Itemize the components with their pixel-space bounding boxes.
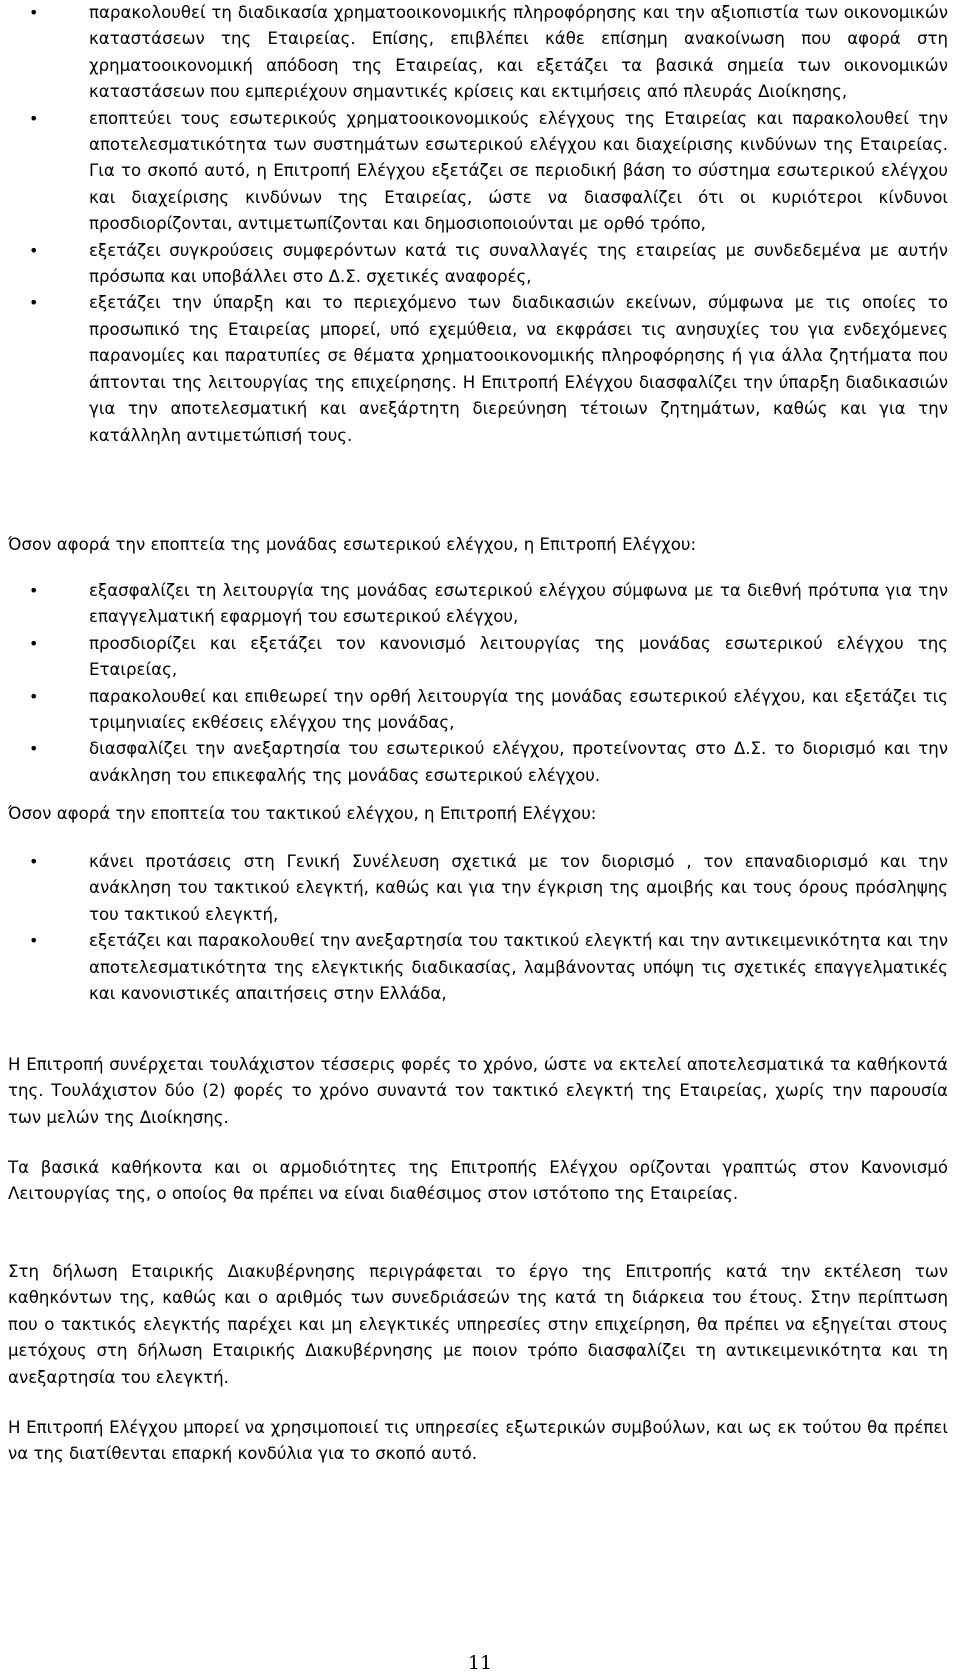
list-item: • εξετάζει την ύπαρξη και το περιεχόμενο των διαδικασιών εκείνων, σύμφωνα με τις οποίες το προσωπικό της Εταιρείας μπορεί, υπό εχεμύθεια, να εκφράσει τις ανησυχίες του για ενδεχόμενες παρανομίες και παρατυπίες σε θέματα χρηματοοικονομικής πληροφόρησης ή για άλλα ζητήματα που άπτονται της λειτουργίας της επιχείρησης. Η Επιτροπή Ελέγχου διασφαλίζει την ύπαρξη διαδικασιών για την αποτελεσματική και ανεξάρτητη διερεύνηση τέτοιων ζητημάτων, καθώς και για την κατάλληλη αντιμετώπισή τους.: [8, 290, 952, 448]
list-item: • εποπτεύει τους εσωτερικούς χρηματοοικονομικούς ελέγχους της Εταιρείας και παρακολουθεί την αποτελεσματικότητα των συστημάτων εσωτερικού ελέγχου και διαχείρισης κινδύνων της Εταιρείας. Για το σκοπό αυτό, η Επιτροπή Ελέγχου εξετάζει σε περιοδική βάση το σύστημα εσωτερικού ελέγχου και διαχείρισης κινδύνων της Εταιρείας, ώστε να διασφαλίζει ότι οι κυριότεροι κίνδυνοι προσδιορίζονται, αντιμετωπίζονται και δημοσιοποιούνται με ορθό τρόπο,: [8, 106, 952, 238]
bullet-icon: •: [29, 852, 39, 871]
bullet-icon: •: [29, 108, 39, 128]
bullet-icon: •: [29, 240, 39, 260]
paragraph-charter: Τα βασικά καθήκοντα και οι αρμοδιότητες της Επιτροπής Ελέγχου ορίζονται γραπτώς στον Κανονισμό Λειτουργίας της, ο οποίος θα πρέπει να είναι διαθέσιμος στον ιστότοπο της Εταιρείας.: [8, 1158, 948, 1204]
list-item: • προσδιορίζει και εξετάζει τον κανονισμό λειτουργίας της μονάδας εσωτερικού ελέγχου της Εταιρείας,: [8, 631, 952, 684]
bullet-icon: •: [29, 3, 39, 22]
list-item: • εξετάζει και παρακολουθεί την ανεξαρτησία του τακτικού ελεγκτή και την αντικειμενικότητα και την αποτελεσματικότητα της ελεγκτικής διαδικασίας, λαμβάνοντας υπόψη τις σχετικές επαγγελματικές και κανονιστικές απαιτήσεις στην Ελλάδα,: [8, 928, 952, 1007]
list-item: • παρακολουθεί και επιθεωρεί την ορθή λειτουργία της μονάδας εσωτερικού ελέγχου, και εξετάζει τις τριμηνιαίες εκθέσεις ελέγχου της μονάδας,: [8, 684, 952, 737]
bullet-icon: •: [29, 581, 39, 600]
paragraph-meetings: Η Επιτροπή συνέρχεται τουλάχιστον τέσσερις φορές το χρόνο, ώστε να εκτελεί αποτελεσματικά τα καθήκοντά της. Τουλάχιστον δύο (2) φορές το χρόνο συναντά τον τακτικό ελεγκτή της Εταιρείας, χωρίς την παρουσία των μελών της Διοίκησης.: [8, 1055, 948, 1127]
paragraph-governance-statement: Στη δήλωση Εταιρικής Διακυβέρνησης περιγράφεται το έργο της Επιτροπής κατά την εκτέλεση των καθηκόντων της, καθώς και ο αριθμός των συνεδριάσεών της κατά τη διάρκεια του έτους. Στην περίπτωση που ο τακτικός ελεγκτής παρέχει και μη ελεγκτικές υπηρεσίες στην επιχείρηση, θα πρέπει να εξηγείται στους μετόχους στη δήλωση Εταιρικής Διακυβέρνησης με ποιον τρόπο διασφαλίζει τη αντικειμενικότητα και τη ανεξαρτησία του ελεγκτή.: [8, 1262, 948, 1387]
list-item: • εξασφαλίζει τη λειτουργία της μονάδας εσωτερικού ελέγχου σύμφωνα με τα διεθνή πρότυπα για την επαγγελματική εφαρμογή του εσωτερικού ελέγχου,: [8, 578, 952, 631]
internal-audit-intro: Όσον αφορά την εποπτεία της μονάδας εσωτερικού ελέγχου, η Επιτροπή Ελέγχου:: [8, 535, 697, 554]
bullet-list-responsibilities: [8, 0, 952, 449]
bullet-icon: •: [29, 739, 39, 759]
list-item: • κάνει προτάσεις στη Γενική Συνέλευση σχετικά με τον διορισμό , τον επαναδιορισμό και την ανάκληση του τακτικού ελεγκτή, καθώς και για την έγκριση της αμοιβής και τους όρους πρόσληψης του τακτικού ελεγκτή,: [8, 849, 952, 928]
list-item: • παρακολουθεί τη διαδικασία χρηματοοικονομικής πληροφόρησης και την αξιοπιστία των οικονομικών καταστάσεων της Εταιρείας. Επίσης, επιβλέπει κάθε επίσημη ανακοίνωση που αφορά στη χρηματοοικονομική απόδοση της Εταιρείας, και εξετάζει τα βασικά σημεία των οικονομικών καταστάσεων που εμπεριέχουν σημαντικές κρίσεις και εκτιμήσεις από πλευράς Διοίκησης,: [8, 0, 952, 106]
bullet-list-statutory-audit: [8, 849, 952, 1007]
list-item: • εξετάζει συγκρούσεις συμφερόντων κατά τις συναλλαγές της εταιρείας με συνδεδεμένα με αυτήν πρόσωπα και υποβάλλει στο Δ.Σ. σχετικές αναφορές,: [8, 238, 952, 291]
statutory-audit-intro: Όσον αφορά την εποπτεία του τακτικού ελέγχου, η Επιτροπή Ελέγχου:: [8, 804, 597, 823]
bullet-icon: •: [29, 686, 39, 706]
bullet-icon: •: [29, 293, 39, 313]
page-number: 11: [467, 1652, 493, 1674]
bullet-icon: •: [29, 931, 39, 951]
paragraph-external-advisors: Η Επιτροπή Ελέγχου μπορεί να χρησιμοποιεί τις υπηρεσίες εξωτερικών συμβούλων, και ως εκ τούτου θα πρέπει να της διατίθενται επαρκή κονδύλια για το σκοπό αυτό.: [8, 1418, 948, 1464]
bullet-list-internal-audit: [8, 578, 952, 789]
list-item: • διασφαλίζει την ανεξαρτησία του εσωτερικού ελέγχου, προτείνοντας στο Δ.Σ. το διορισμό και την ανάκληση του επικεφαλής της μονάδας εσωτερικού ελέγχου.: [8, 736, 952, 789]
bullet-icon: •: [29, 633, 39, 653]
